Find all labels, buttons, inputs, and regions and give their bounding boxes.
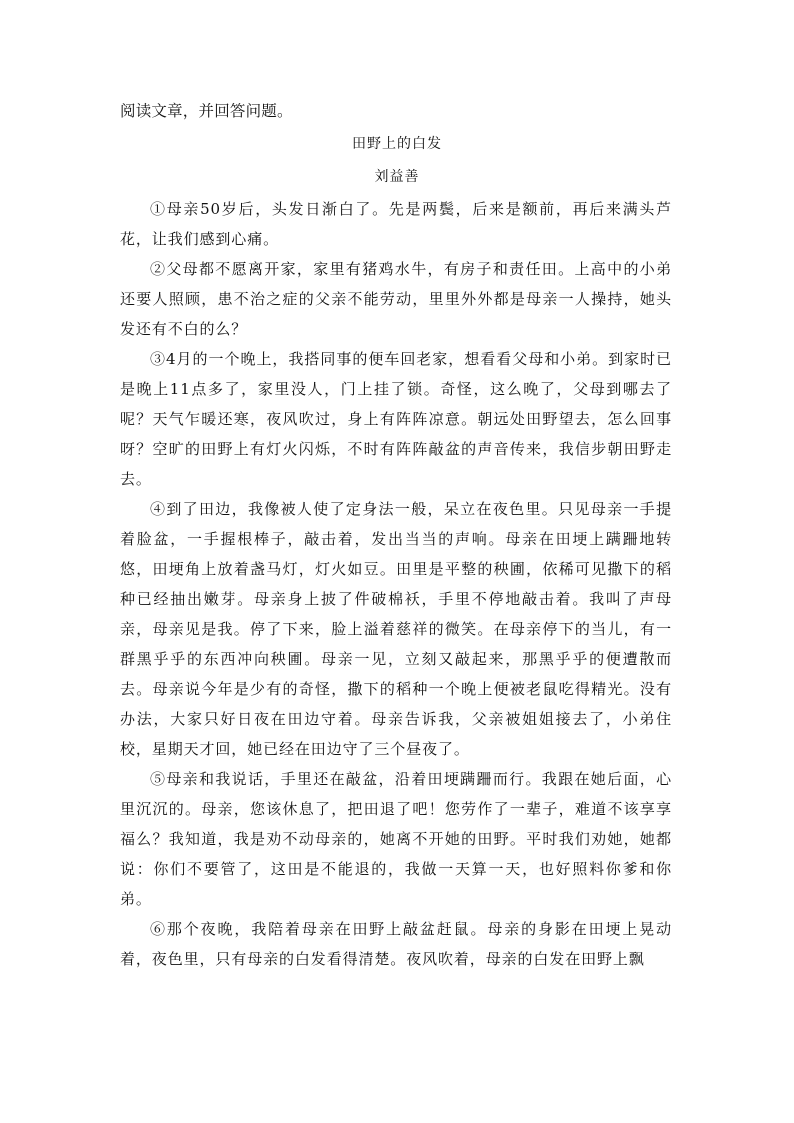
- paragraph-5: ⑤母亲和我说话，手里还在敲盆，沿着田埂蹒跚而行。我跟在她后面，心里沉沉的。母亲，您该休息了，把田退了吧！您劳作了一辈子，难道不该享享福么？我知道，我是劝不动母亲的，她离不开她的田野。平时我们劝她，她都说：你们不要管了，这田是不能退的，我做一天算一天，也好照料你爹和你弟。: [120, 770, 672, 908]
- article-title: 田野上的白发: [352, 136, 442, 152]
- paragraph-3: ③4月的一个晚上，我搭同事的便车回老家，想看看父母和小弟。到家时已是晚上11点多了，家里没人，门上挂了锁。奇怪，这么晚了，父母到哪去了呢？天气乍暖还寒，夜风吹过，身上有阵阵凉意。朝远处田野望去，怎么回事呀？空旷的田野上有灯火闪烁，不时有阵阵敲盆的声音传来，我信步朝田野走去。: [120, 350, 672, 488]
- article-body: [120, 194, 672, 974]
- paragraph-2: ②父母都不愿离开家，家里有猪鸡水牛，有房子和责任田。上高中的小弟还要人照顾，患不治之症的父亲不能劳动，里里外外都是母亲一人操持，她头发还有不白的么？: [120, 260, 672, 338]
- article-author: 刘益善: [374, 169, 420, 185]
- paragraph-6: ⑥那个夜晚，我陪着母亲在田野上敲盆赶鼠。母亲的身影在田埂上晃动着，夜色里，只有母亲的白发看得清楚。夜风吹着，母亲的白发在田野上飘: [120, 920, 672, 968]
- question-instruction: 阅读文章，并回答问题。: [120, 102, 293, 120]
- paragraph-4: ④到了田边，我像被人使了定身法一般，呆立在夜色里。只见母亲一手提着脸盆，一手握根棒子，敲击着，发出当当的声响。母亲在田埂上蹒跚地转悠，田埂角上放着盏马灯，灯火如豆。田里是平整的秧圃，依稀可见撒下的稻种已经抽出嫩芽。母亲身上披了件破棉袄，手里不停地敲击着。我叫了声母亲，母亲见是我。停了下来，脸上溢着慈祥的微笑。在母亲停下的当儿，有一群黑乎乎的东西冲向秧圃。母亲一见，立刻又敲起来，那黑乎乎的便遭散而去。母亲说今年是少有的奇怪，撒下的稻种一个晚上便被老鼠吃得精光。没有办法，大家只好日夜在田边守着。母亲告诉我，父亲被姐姐接去了，小弟住校，星期天才回，她已经在田边守了三个昼夜了。: [120, 500, 672, 758]
- paragraph-1: ①母亲50岁后，头发日渐白了。先是两鬓，后来是额前，再后来满头芦花，让我们感到心痛。: [120, 200, 672, 248]
